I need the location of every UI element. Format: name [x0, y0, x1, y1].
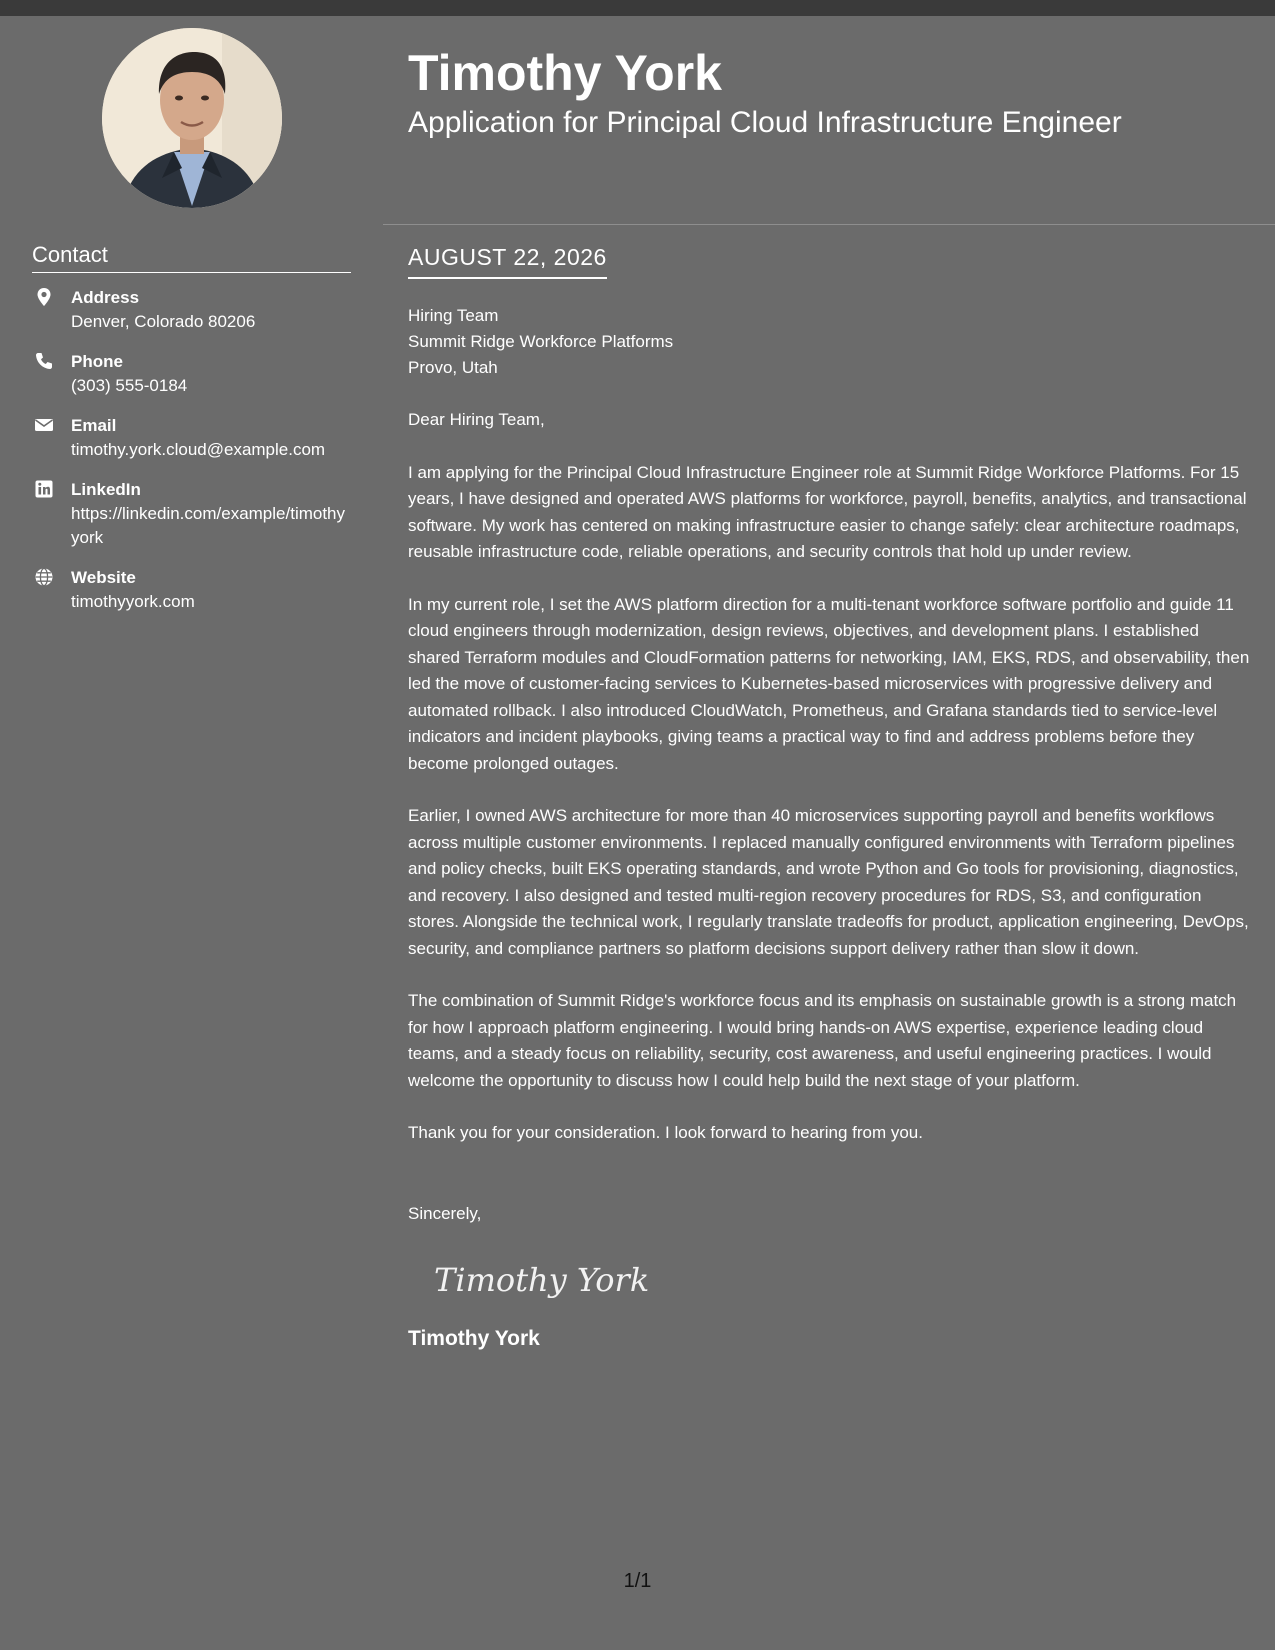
contact-phone — [32, 350, 352, 398]
letter-header — [383, 16, 1275, 225]
contact-phone-label: Phone — [71, 352, 123, 371]
contact-website — [32, 566, 352, 614]
sidebar — [0, 16, 383, 1650]
body-paragraph: In my current role, I set the AWS platform direction for a multi-tenant workforce software portfolio and guide 11 cloud engineers through modernization, design reviews, objectives, and development plans. I established shared Terraform modules and CloudFormation patterns for networking, IAM, EKS, RDS, and observability, then led the move of customer-facing services to Kubernetes-based microservices with progressive delivery and automated rollback. I also introduced CloudWatch, Prometheus, and Grafana standards tied to service-level indicators and incident playbooks, giving teams a practical way to find and address problems before they become prolonged outages. — [408, 594, 1250, 773]
page-number: 1/1 — [623, 1570, 652, 1592]
body-paragraph: Earlier, I owned AWS architecture for more than 40 microservices supporting payroll and benefits workflows across multiple customer environments. I replaced manually configured environments with Terraform pipelines and policy checks, built EKS operating standards, and wrote Python and Go tools for provisioning, diagnostics, and recovery. I also designed and tested multi-region recovery procedures for RDS, S3, and configuration stores. Alongside the technical work, I regularly translate tradeoffs for product, application engineering, DevOps, security, and compliance partners so platform decisions support delivery rather than slow it down. — [408, 806, 1249, 958]
contact-website-label: Website — [71, 568, 136, 587]
globe-icon — [34, 567, 54, 587]
signoff: Sincerely, — [408, 1203, 482, 1223]
applicant-name: Timothy York — [408, 45, 722, 101]
contact-linkedin — [32, 478, 352, 550]
recipient-line: Summit Ridge Workforce Platforms — [408, 332, 674, 351]
contact-phone-value: (303) 555-0184 — [71, 376, 188, 395]
recipient-line: Provo, Utah — [408, 358, 498, 377]
application-subtitle: Application for Principal Cloud Infrastructure Engineer — [408, 106, 1122, 139]
phone-icon — [34, 351, 54, 371]
letter-date: AUGUST 22, 2026 — [408, 244, 607, 279]
map-pin-icon — [34, 287, 54, 307]
salutation: Dear Hiring Team, — [408, 410, 545, 429]
contact-website-value[interactable]: timothyyork.com — [71, 592, 195, 611]
email-icon — [34, 415, 54, 435]
letter-body — [408, 244, 1253, 1351]
body-paragraph: The combination of Summit Ridge's workforce focus and its emphasis on sustainable growth is a strong match for how I approach platform engineering. I would bring hands-on AWS expertise, experience leading cloud teams, and a steady focus on reliability, security, cost awareness, and useful engineering practices. I would welcome the opportunity to discuss how I could help build the next stage of your platform. — [408, 991, 1237, 1090]
contact-address-value: Denver, Colorado 80206 — [71, 312, 256, 331]
recipient-line: Hiring Team — [408, 306, 499, 325]
linkedin-icon — [34, 479, 54, 499]
contact-heading: Contact — [32, 242, 351, 273]
contact-email-label: Email — [71, 416, 117, 435]
body-paragraph: I am applying for the Principal Cloud Infrastructure Engineer role at Summit Ridge Workforce Platforms. For 15 years, I have designed and operated AWS platforms for workforce, payroll, benefits, analytics, and transactional software. My work has centered on making infrastructure easier to change safely: clear architecture roadmaps, reusable infrastructure code, reliable operations, and security controls that hold up under review. — [408, 462, 1247, 561]
contact-email — [32, 414, 352, 462]
top-bar — [0, 0, 1275, 16]
recipient-block — [408, 303, 1253, 381]
profile-photo — [102, 28, 282, 208]
signer-name: Timothy York — [408, 1326, 540, 1350]
contact-linkedin-label: LinkedIn — [71, 480, 141, 499]
contact-list — [32, 286, 352, 630]
signature — [432, 1257, 662, 1305]
signature-text: Timothy York — [434, 1260, 650, 1299]
contact-address-label: Address — [71, 288, 140, 307]
contact-linkedin-value[interactable]: https://linkedin.com/example/timothyyork — [71, 504, 346, 547]
contact-email-value[interactable]: timothy.york.cloud@example.com — [71, 440, 326, 459]
contact-address — [32, 286, 352, 334]
closing-paragraph: Thank you for your consideration. I look forward to hearing from you. — [408, 1123, 923, 1142]
